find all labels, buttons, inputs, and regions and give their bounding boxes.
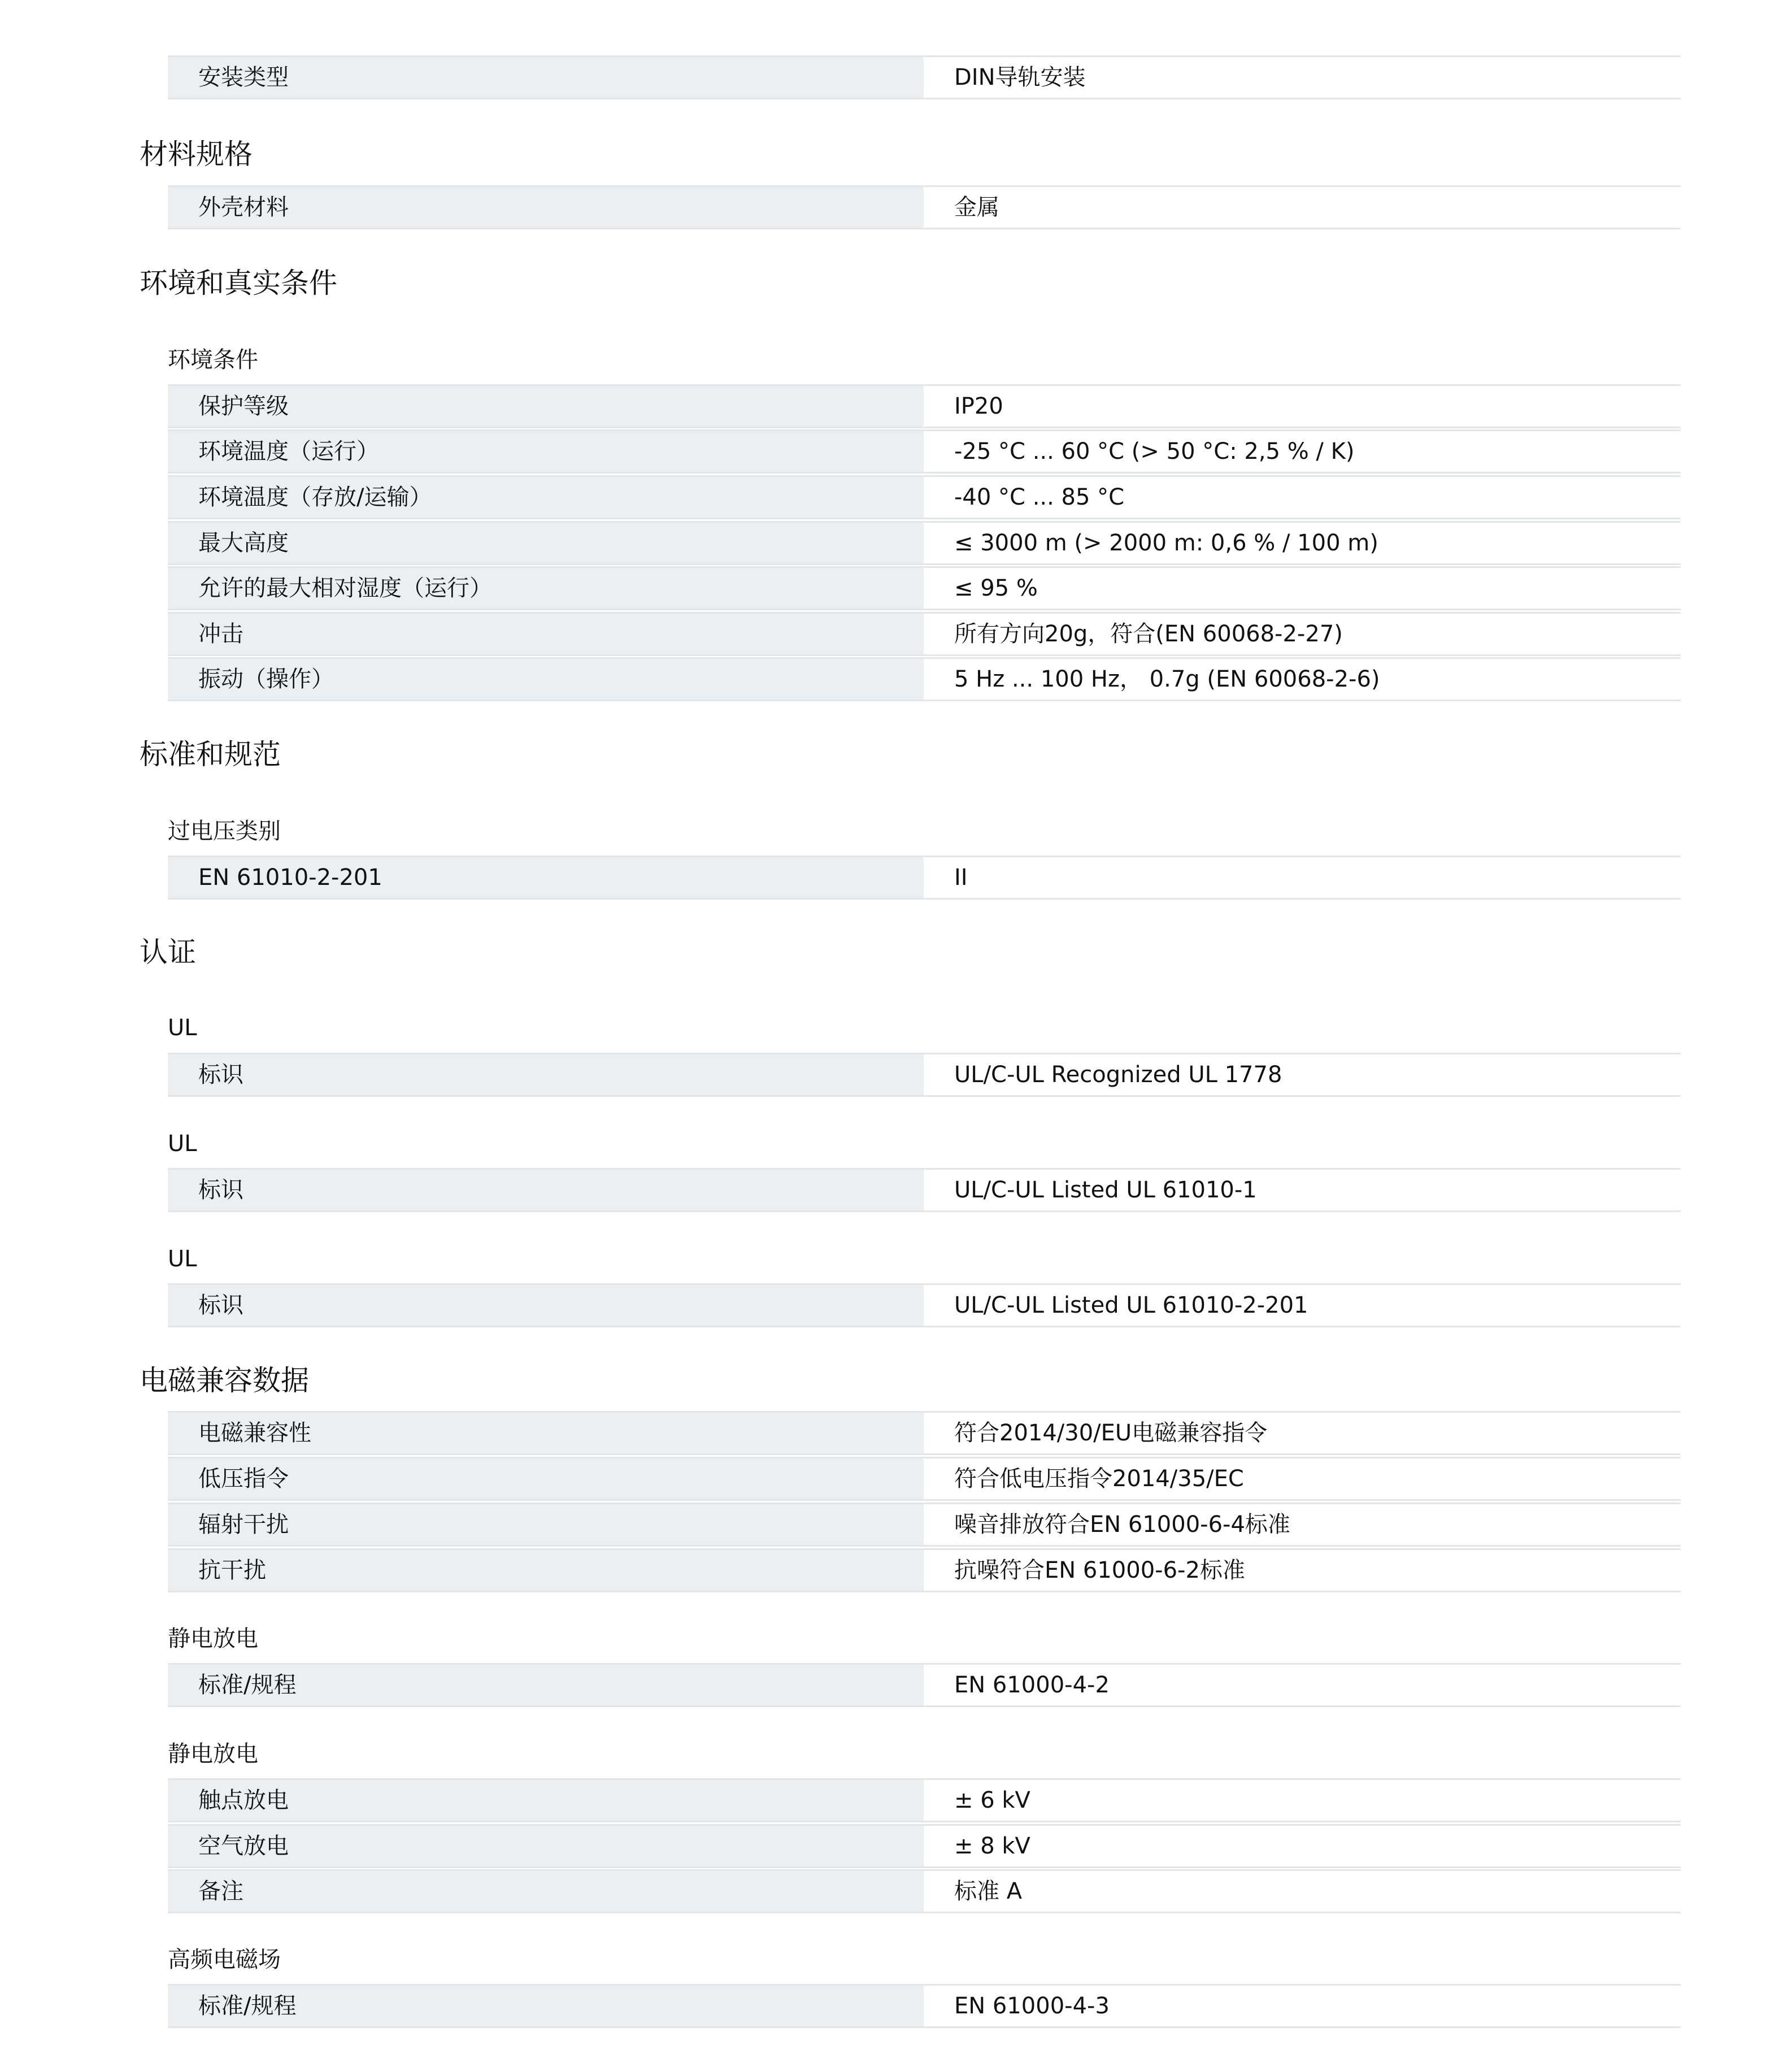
section-title-environment: 环境和真实条件 [140, 267, 337, 299]
spec-label: 电磁兼容性 [168, 1413, 924, 1453]
subsection-title-esd: 静电放电 [168, 1741, 258, 1767]
spec-value: 符合低电压指令2014/35/EC [924, 1458, 1681, 1499]
spec-row-remark [168, 1869, 1681, 1913]
spec-label: 标识 [168, 1170, 924, 1210]
spec-label: 安装类型 [168, 57, 924, 98]
subsection-title-ul: UL [168, 1015, 197, 1041]
spec-value: ≤ 95 % [924, 568, 1681, 609]
spec-label: 环境温度（运行） [168, 431, 924, 472]
section-title-certification: 认证 [140, 936, 196, 969]
spec-value: IP20 [924, 386, 1681, 427]
spec-value: ± 8 kV [924, 1826, 1681, 1866]
spec-label: EN 61010-2-201 [168, 857, 924, 898]
spec-label: 最大高度 [168, 523, 924, 563]
spec-row-ul-mark [168, 1168, 1681, 1212]
spec-value: 符合2014/30/EU电磁兼容指令 [924, 1413, 1681, 1453]
spec-label: 冲击 [168, 614, 924, 654]
section-title-emc: 电磁兼容数据 [140, 1364, 309, 1397]
spec-label: 保护等级 [168, 386, 924, 427]
spec-value: ± 6 kV [924, 1780, 1681, 1821]
spec-value: II [924, 857, 1681, 898]
spec-value: 抗噪符合EN 61000-6-2标准 [924, 1550, 1681, 1591]
spec-row-ul-mark [168, 1053, 1681, 1097]
spec-row-hf-standard [168, 1984, 1681, 2028]
spec-label: 允许的最大相对湿度（运行） [168, 568, 924, 609]
spec-value: EN 61000-4-3 [924, 1986, 1681, 2026]
spec-value: 噪音排放符合EN 61000-6-4标准 [924, 1504, 1681, 1545]
spec-value: UL/C-UL Listed UL 61010-2-201 [924, 1285, 1681, 1326]
subsection-title-esd: 静电放电 [168, 1626, 258, 1652]
spec-row-vibration [168, 657, 1681, 701]
spec-value: EN 61000-4-2 [924, 1665, 1681, 1705]
spec-row-housing-material [168, 185, 1681, 229]
spec-label: 辐射干扰 [168, 1504, 924, 1545]
spec-label: 振动（操作） [168, 659, 924, 700]
subsection-title-hf-field: 高频电磁场 [168, 1947, 281, 1973]
spec-row-air-discharge [168, 1824, 1681, 1868]
subsection-title-overvoltage: 过电压类别 [168, 818, 281, 844]
subsection-title-ul: UL [168, 1131, 197, 1157]
spec-value: -25 °C ... 60 °C (> 50 °C: 2,5 % / K) [924, 431, 1681, 472]
spec-label: 备注 [168, 1871, 924, 1912]
section-title-material: 材料规格 [140, 138, 253, 171]
spec-value: -40 °C ... 85 °C [924, 477, 1681, 518]
spec-value: 5 Hz ... 100 Hz， 0.7g (EN 60068-2-6) [924, 659, 1681, 700]
spec-row-overvoltage-category [168, 856, 1681, 900]
spec-row-humidity [168, 566, 1681, 610]
spec-row-temp-storage [168, 475, 1681, 519]
spec-row-altitude [168, 521, 1681, 565]
spec-row-ul-mark [168, 1283, 1681, 1327]
spec-value: 所有方向20g，符合(EN 60068-2-27) [924, 614, 1681, 654]
spec-label: 空气放电 [168, 1826, 924, 1866]
spec-value: DIN导轨安装 [924, 57, 1681, 98]
spec-row-shock [168, 612, 1681, 656]
spec-label: 标准/规程 [168, 1665, 924, 1705]
spec-value: ≤ 3000 m (> 2000 m: 0,6 % / 100 m) [924, 523, 1681, 563]
spec-row-immunity [168, 1548, 1681, 1592]
spec-row-low-voltage [168, 1457, 1681, 1501]
spec-row-emission [168, 1503, 1681, 1547]
spec-value: 标准 A [924, 1871, 1681, 1912]
subsection-title-ambient: 环境条件 [168, 347, 258, 373]
spec-label: 抗干扰 [168, 1550, 924, 1591]
spec-row-emc-compliance [168, 1411, 1681, 1455]
section-title-standards: 标准和规范 [140, 738, 281, 771]
spec-label: 标识 [168, 1054, 924, 1095]
subsection-title-ul: UL [168, 1246, 197, 1272]
spec-label: 低压指令 [168, 1458, 924, 1499]
spec-value: UL/C-UL Listed UL 61010-1 [924, 1170, 1681, 1210]
spec-row-esd-standard [168, 1663, 1681, 1707]
spec-row-contact-discharge [168, 1778, 1681, 1822]
spec-label: 标准/规程 [168, 1986, 924, 2026]
spec-value: 金属 [924, 187, 1681, 228]
spec-row-temp-operation [168, 429, 1681, 474]
spec-label: 外壳材料 [168, 187, 924, 228]
spec-label: 标识 [168, 1285, 924, 1326]
spec-label: 环境温度（存放/运输） [168, 477, 924, 518]
spec-row-protection [168, 384, 1681, 428]
spec-row-mount-type [168, 55, 1681, 99]
spec-label: 触点放电 [168, 1780, 924, 1821]
spec-value: UL/C-UL Recognized UL 1778 [924, 1054, 1681, 1095]
